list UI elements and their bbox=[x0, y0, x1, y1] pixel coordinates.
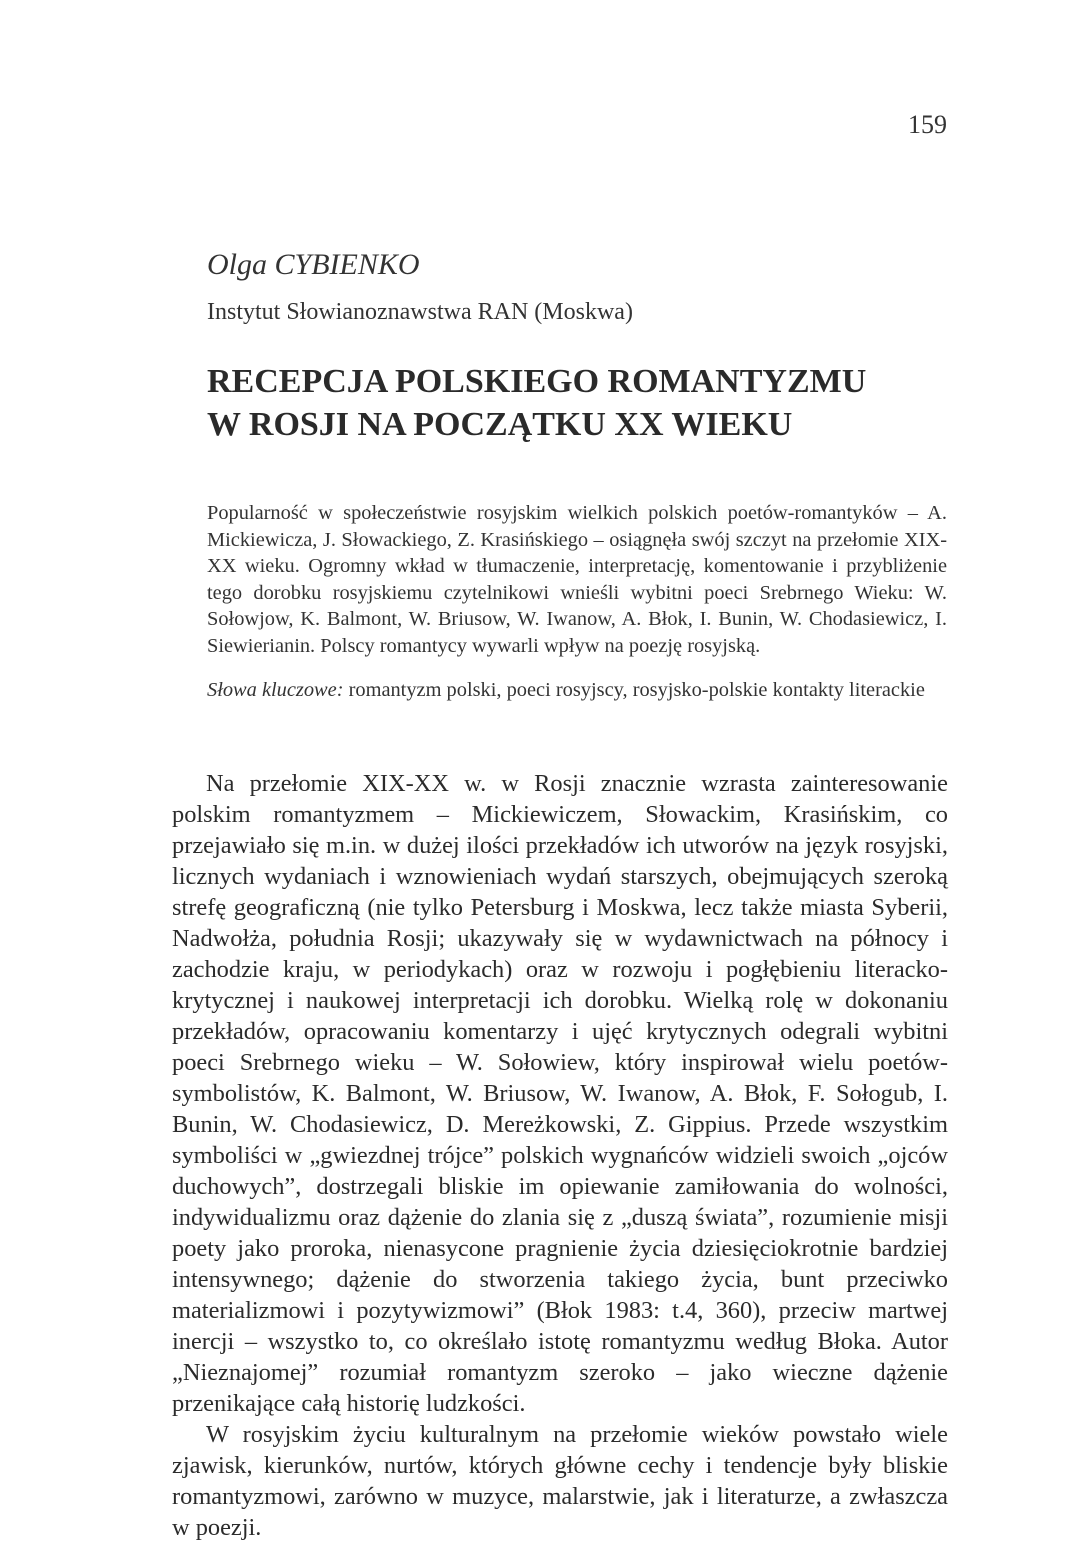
keywords-label: Słowa kluczowe: bbox=[207, 679, 344, 701]
title-line: W ROSJI NA POCZĄTKU XX WIEKU bbox=[207, 406, 793, 443]
author-affiliation: Instytut Słowianoznawstwa RAN (Moskwa) bbox=[207, 299, 633, 325]
article-title bbox=[207, 360, 947, 446]
body-paragraph: W rosyjskim życiu kulturalnym na przełomie wieków powstało wiele zjawisk, kierunków, nurtów, których główne cechy i tendencje były bliskie romantyzmowi, zarówno w muzyce, malarstwie, jak i literaturze, a zwłaszcza w poezji. bbox=[172, 1421, 948, 1541]
abstract: Popularność w społeczeństwie rosyjskim wielkich polskich poetów-romantyków – A. Mickiewicza, J. Słowackiego, Z. Krasińskiego – osiągnęła swój szczyt na przełomie XIX-XX wieku. Ogromny wkład w tłumaczenie, interpretację, komentowanie i przybliżenie tego dorobku rosyjskiemu czytelnikowi wnieśli wybitni poeci Srebrnego Wieku: W. Sołowjow, K. Balmont, W. Briusow, W. Iwanow, A. Błok, I. Bunin, W. Chodasiewicz, I. Siewierianin. Polscy romantycy wywarli wpływ na poezję rosyjską. bbox=[207, 502, 947, 657]
keywords bbox=[207, 677, 947, 704]
article-body bbox=[172, 768, 948, 1543]
author-name: Olga CYBIENKO bbox=[207, 248, 420, 281]
page-number: 159 bbox=[908, 110, 947, 139]
body-paragraph: Na przełomie XIX-XX w. w Rosji znacznie wzrasta zainteresowanie polskim romantyzmem – Mickiewiczem, Słowackim, Krasińskim, co przejawiało się m.in. w dużej ilości przekładów ich utworów na język rosyjski, licznych wydaniach i wznowieniach wydań starszych, obejmujących szeroką strefę geograficzną (nie tylko Petersburg i Moskwa, lecz także miasta Syberii, Nadwołża, południa Rosji; ukazywały się w wydawnictwach na północy i zachodzie kraju, w periodykach) oraz w rozwoju i pogłębieniu literacko-krytycznej i naukowej interpretacji ich dorobku. Wielką rolę w dokonaniu przekładów, opracowaniu komentarzy i ujęć krytycznych odegrali wybitni poeci Srebrnego wieku – W. Sołowiew, który inspirował wielu poetów-symbolistów, K. Balmont, W. Briusow, W. Iwanow, A. Błok, F. Sołogub, I. Bunin, W. Chodasiewicz, D. Mereżkowski, Z. Gippius. Przede wszystkim symboliści w „gwiezdnej trójce” polskich wygnańców widzieli swoich „ojców duchowych”, dostrzegali bliskie im opiewanie zamiłowania do wolności, indywidualizmu oraz dążenie do zlania się z „duszą świata”, rozumienie misji poety jako proroka, nienasycone pragnienie życia dziesięciokrotnie bardziej intensywnego; dążenie do stworzenia takiego życia, bunt przeciwko materializmowi i pozytywizmowi” (Błok 1983: t.4, 360), przeciw martwej inercji – wszystko to, co określało istotę romantyzmu według Błoka. Autor „Nieznajomej” rozumiał romantyzm szeroko – jako wieczne dążenie przenikające całą historię ludzkości. bbox=[172, 770, 948, 1417]
keywords-text: romantyzm polski, poeci rosyjscy, rosyjsko-polskie kontakty literackie bbox=[348, 679, 925, 701]
title-line: RECEPCJA POLSKIEGO ROMANTYZMU bbox=[207, 363, 867, 400]
